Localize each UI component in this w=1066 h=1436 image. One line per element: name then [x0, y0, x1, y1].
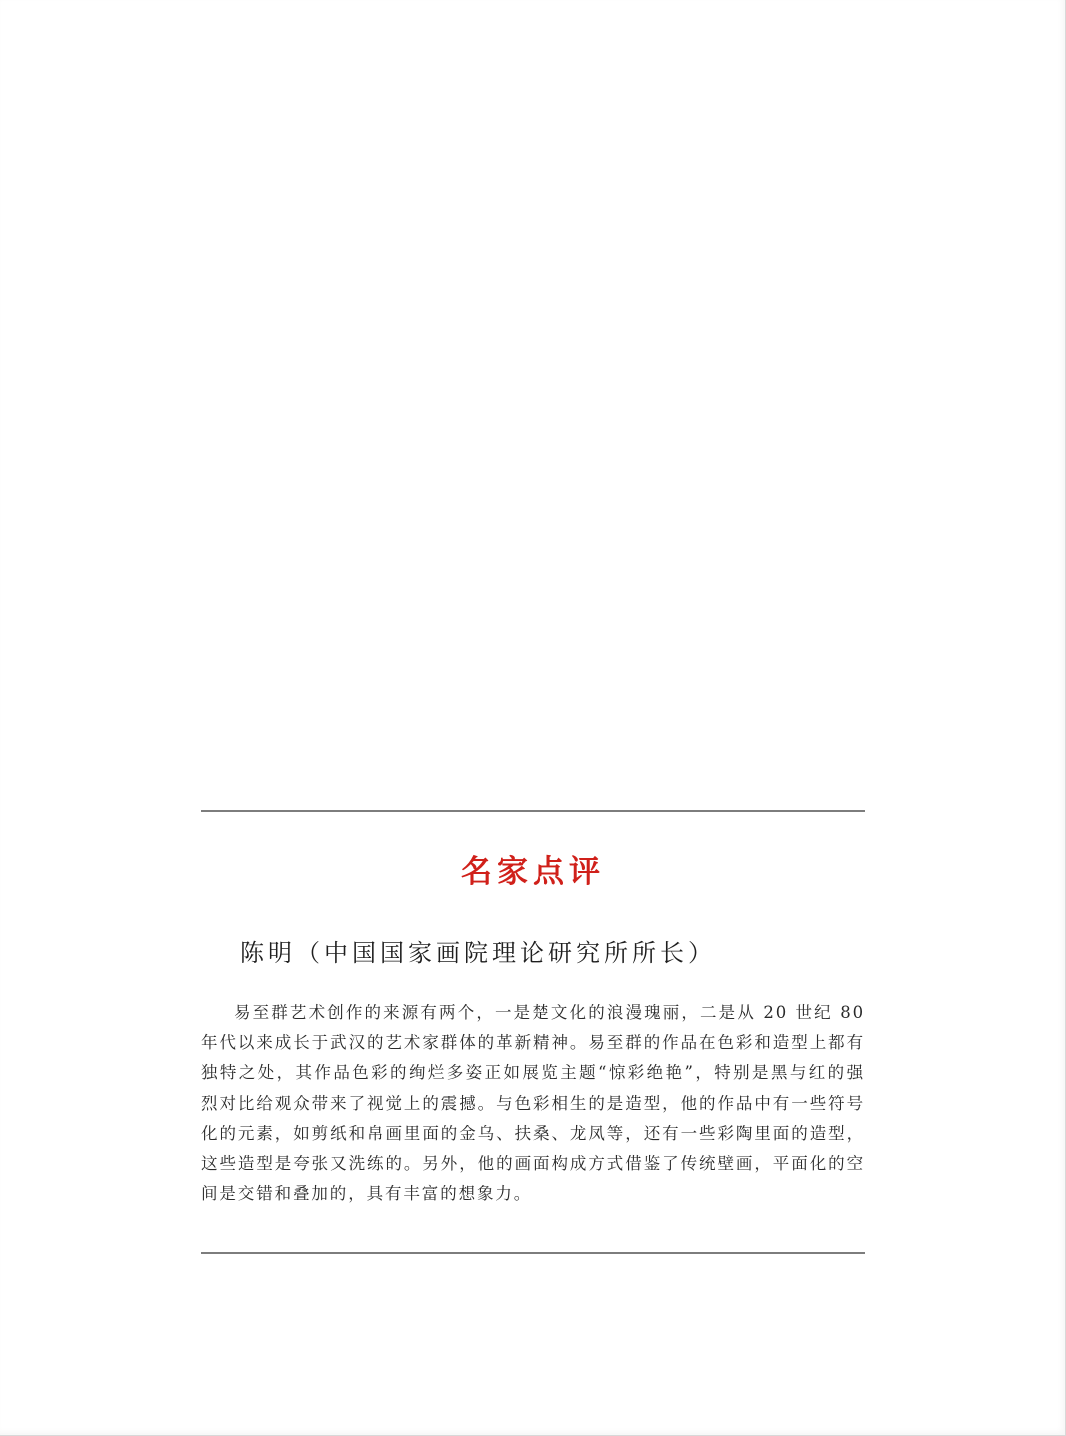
top-divider — [201, 810, 865, 812]
bottom-divider — [201, 1252, 865, 1254]
section-title: 名家点评 — [461, 854, 605, 890]
review-paragraph: 易至群艺术创作的来源有两个，一是楚文化的浪漫瑰丽，二是从 20 世纪 80 年代以来成长于武汉的艺术家群体的革新精神。易至群的作品在色彩和造型上都有独特之处，其作品色彩的绚烂多姿正如展览主题“惊彩绝艳”，特别是黑与红的强烈对比给观众带来了视觉上的震撼。与色彩相生的是造型，他的作品中有一些符号化的元素，如剪纸和帛画里面的金乌、扶桑、龙凤等，还有一些彩陶里面的造型，这些造型是夸张又洗练的。另外，他的画面构成方式借鉴了传统壁画，平面化的空间是交错和叠加的，具有丰富的想象力。 — [201, 1003, 865, 1204]
author-line: 陈明（中国国家画院理论研究所所长） — [240, 939, 716, 967]
